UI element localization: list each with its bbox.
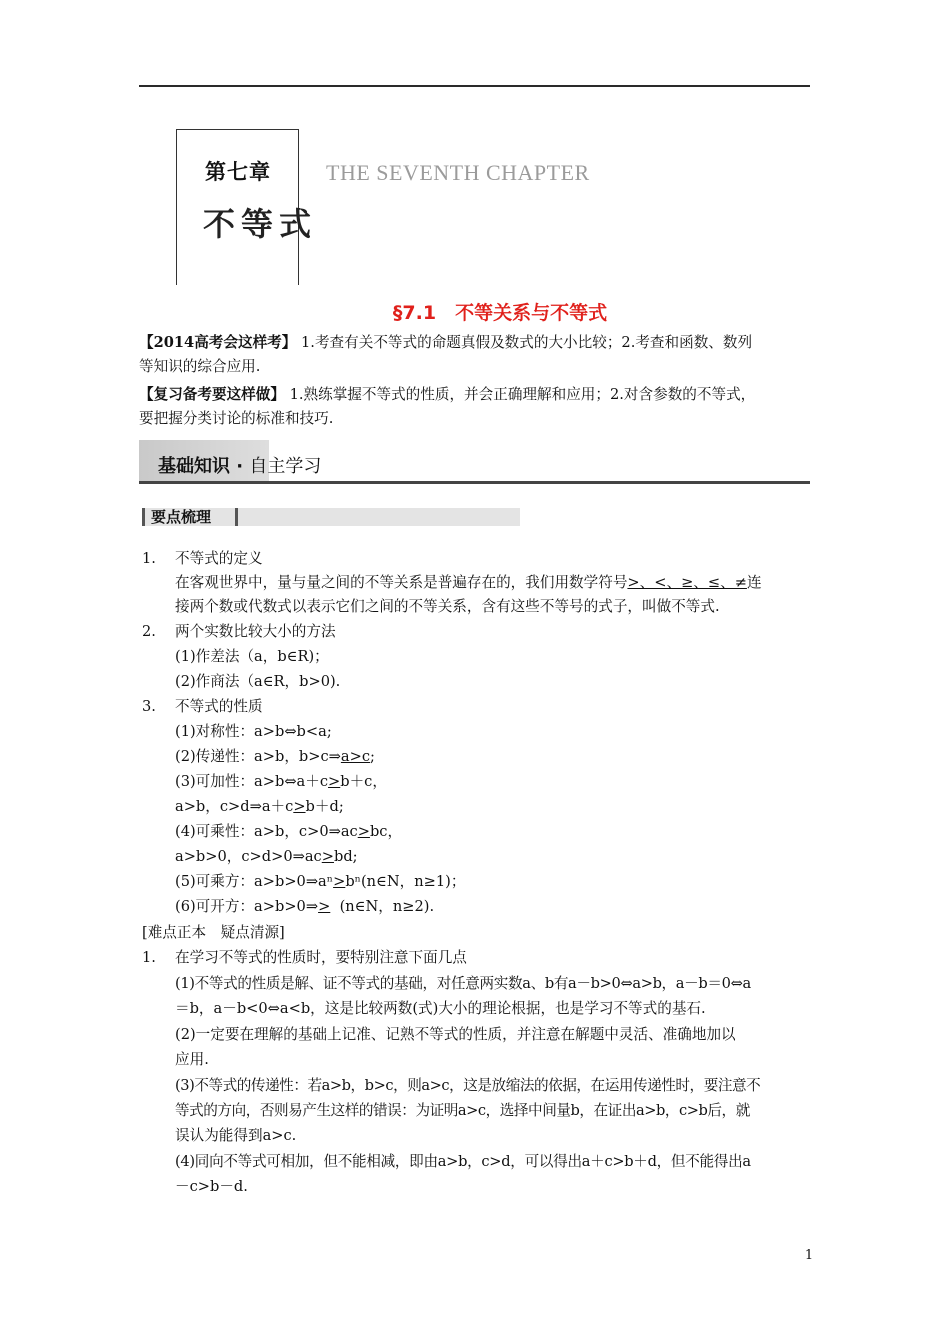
p5-a: (5)可乘方：a>b>0⇒aⁿ [175,873,334,890]
banner-title [158,452,321,478]
d1-p3-l2: 等式的方向，否则易产生这样的错误：为证明a>c，选择中间量b，在证出a>b，c>b后，就 [175,1102,750,1119]
d1-title: 在学习不等式的性质时，要特别注意下面几点 [175,949,467,966]
key-points-mark-right [235,508,238,526]
d1-p1-l2: ＝b，a－b<0⇔a<b，这是比较两数(式)大小的理论根据，也是学习不等式的基石. [175,1000,706,1017]
property-additivity-2 [175,795,344,819]
exam-2014-label: 【2014高考会这样考】 [139,334,297,351]
item1-line1 [175,571,762,595]
p4-blank: > [357,823,370,840]
p4b-a: a>b>0，c>d>0⇒ac [175,848,322,865]
p3b-blank: > [293,798,306,815]
p4b-blank: > [321,848,334,865]
item2-difference: (1)作差法（a，b∈R)； [175,648,329,665]
p3b-b: b＋d; [305,798,344,815]
exam-2014-line1 [139,331,752,355]
item1-title: 不等式的定义 [175,550,263,567]
page-number: 1 [804,1248,814,1263]
p3-b: b＋c， [340,773,387,790]
p4-a: (4)可乘性：a>b，c>0⇒ac [175,823,358,840]
item2-quotient: (2)作商法（a∈R，b>0). [175,673,341,690]
d1-p2-l2: 应用. [175,1051,209,1068]
d1-p2-l1: (2)一定要在理解的基础上记准、记熟不等式的性质，并注意在解题中灵活、准确地加以 [175,1026,736,1043]
key-points-mark-left [142,508,145,526]
banner-main: 基础知识 [158,456,230,477]
property-symmetry: (1)对称性：a>b⇔b<a; [175,723,332,740]
p2-a: (2)传递性：a>b，b>c⇒ [175,748,341,765]
exam-2014-text1: 1.考查有关不等式的命题真假及数式的大小比较；2.考查和函数、数列 [301,334,753,351]
review-text2: 要把握分类讨论的标准和技巧. [139,410,334,427]
item1-num: 1. [142,550,156,567]
key-points-label: 要点梳理 [151,508,212,526]
difficulty-header: [难点正本 疑点清源] [142,924,285,941]
p2-b: ; [370,748,375,765]
inequality-symbols: >、<、≥、≤、≠ [627,574,747,591]
review-line1 [139,383,755,407]
chapter-title: 不等式 [203,205,318,243]
d1-p3-l3: 误认为能得到a>c. [175,1127,297,1144]
p3-a: (3)可加性：a>b⇔a＋c [175,773,329,790]
property-multiplicativity-2 [175,845,358,869]
d1-p1-l1: (1)不等式的性质是解、证不等式的基础，对任意两实数a、b有a－b>0⇔a>b，a－b＝0⇔a [175,975,751,992]
property-root [175,895,434,919]
p5-blank: > [333,873,346,890]
p2-blank: a>c [340,748,370,765]
p3b-a: a>b，c>d⇒a＋c [175,798,294,815]
item2-num: 2. [142,623,156,640]
d1-num: 1. [142,949,156,966]
exam-2014-text2: 等知识的综合应用. [139,358,261,375]
property-transitivity [175,745,375,769]
item3-title: 不等式的性质 [175,698,263,715]
property-multiplicativity [175,820,402,844]
section-title: §7.1 不等关系与不等式 [392,302,608,324]
review-text1: 1.熟练掌握不等式的性质，并会正确理解和应用；2.对含参数的不等式， [289,386,756,403]
chapter-english: THE SEVENTH CHAPTER [326,160,590,185]
banner-dot: · [236,456,244,477]
d1-p4-l2: －c>b－d. [175,1178,248,1195]
item3-num: 3. [142,698,156,715]
chapter-number: 第七章 [205,160,271,184]
d1-p4-l1: (4)同向不等式可相加，但不能相减，即由a>b，c>d，可以得出a＋c>b＋d，但不能得出a [175,1153,751,1170]
p3-blank: > [328,773,341,790]
d1-p3-l1: (3)不等式的传递性：若a>b，b>c，则a>c，这是放缩法的依据，在运用传递性时，要注意不 [175,1077,761,1094]
banner-rule [139,481,810,484]
property-additivity [175,770,387,794]
p5-b: bⁿ(n∈N，n≥1)； [345,873,466,890]
p6-b: (n∈N，n≥2). [339,898,435,915]
item1-line1-end: 连 [746,574,762,591]
banner-sub: 自主学习 [249,456,322,477]
p6-blank: > [318,898,331,915]
item1-line1-text: 在客观世界中，量与量之间的不等关系是普遍存在的，我们用数学符号 [175,574,628,591]
review-label: 【复习备考要这样做】 [139,386,285,403]
p6-a: (6)可开方：a>b>0⇒ [175,898,319,915]
p4-b: bc， [369,823,403,840]
item2-title: 两个实数比较大小的方法 [175,623,336,640]
property-power [175,870,465,894]
p4b-b: bd; [333,848,358,865]
top-rule [139,85,810,87]
item1-line2: 接两个数或代数式以表示它们之间的不等关系，含有这些不等号的式子，叫做不等式. [175,598,720,615]
